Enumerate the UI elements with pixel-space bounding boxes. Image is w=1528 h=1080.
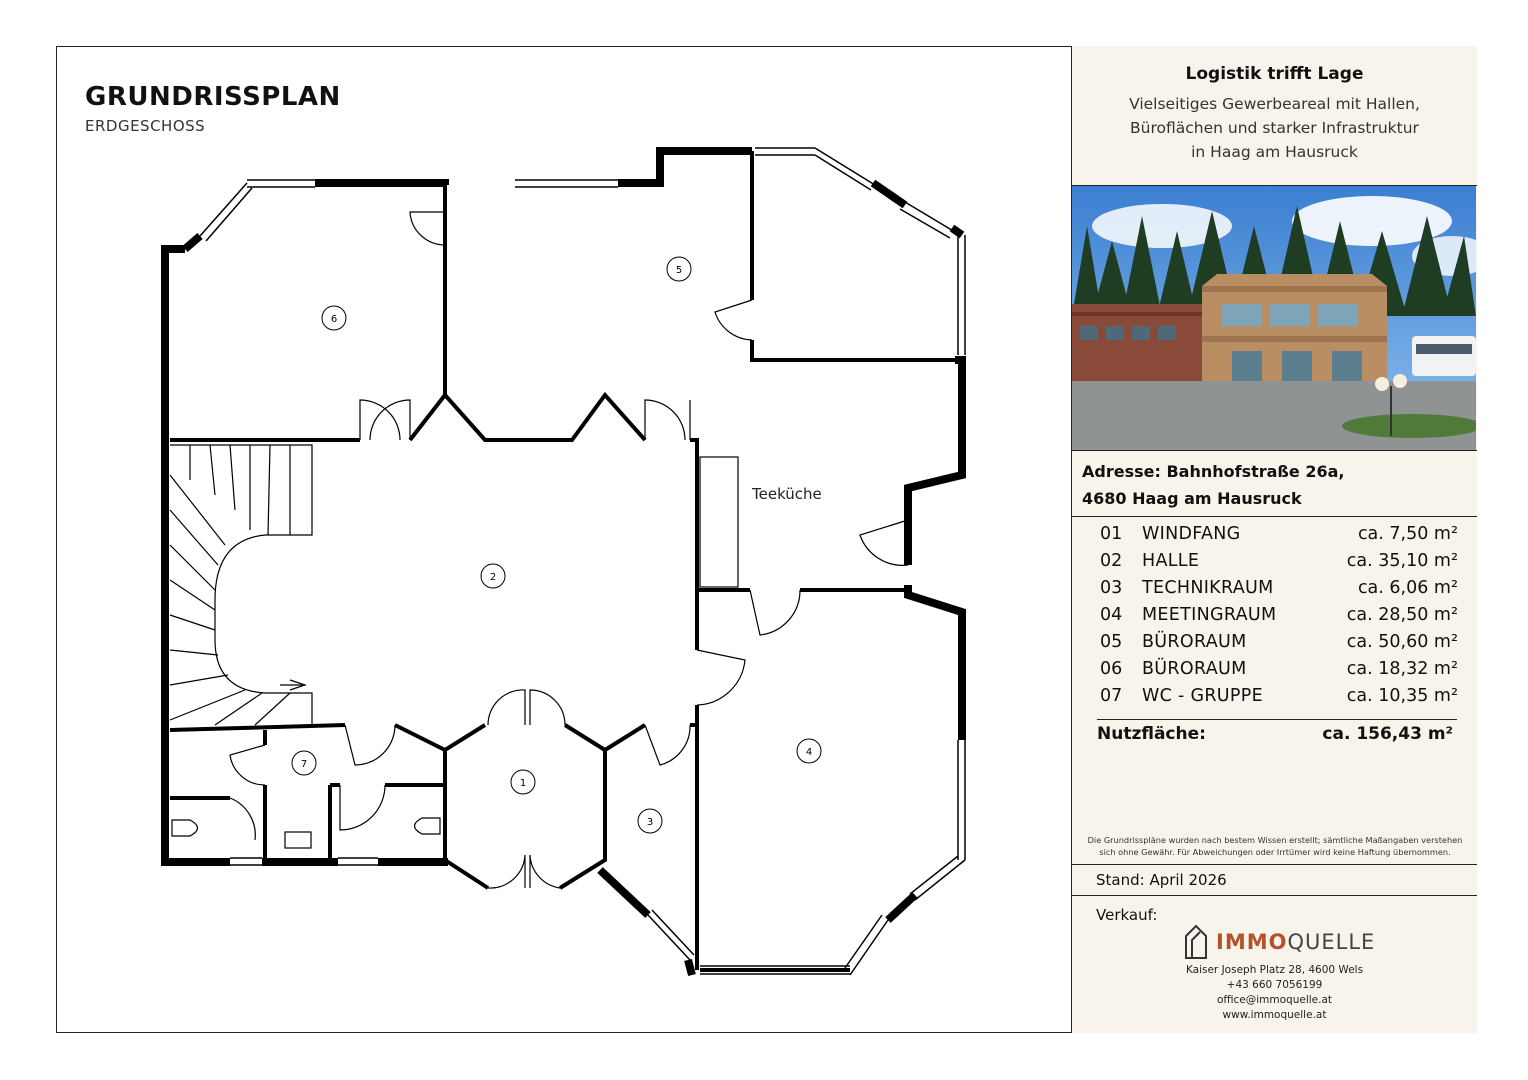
room-name: BÜRORAUM [1142,632,1247,652]
company-logo [1182,922,1376,962]
divider [1072,864,1477,865]
address-line-1: Adresse: Bahnhofstraße 26a, [1082,462,1345,481]
room-marker-6 [322,306,346,330]
room-name: HALLE [1142,551,1200,571]
room-marker-5 [667,257,691,281]
list-item [1100,605,1458,632]
contact-email[interactable]: office@immoquelle.at [1216,994,1333,1006]
date-stamp: Stand: April 2026 [1096,871,1227,889]
room-area: ca. 10,35 m² [1346,686,1458,706]
room-number: 02 [1100,551,1123,571]
outer-walls [165,151,962,975]
brand-rest: QUELLE [1287,930,1376,954]
room-number: 04 [1100,605,1123,625]
list-item [1100,659,1458,686]
address-line-2: 4680 Haag am Hausruck [1082,489,1302,508]
brand-name [1216,930,1375,954]
toilets [172,818,440,848]
contact-phone[interactable]: +43 660 7056199 [1226,979,1323,991]
tagline [1072,92,1477,164]
disclaimer-line: Die Grundrisspläne wurden nach bestem Wissen erstellt; sämtliche Maßangaben verstehen [1087,835,1463,845]
tagline-line: in Haag am Hausruck [1191,143,1358,161]
info-sidebar [1071,46,1477,1033]
contact-website[interactable]: www.immoquelle.at [1222,1009,1327,1021]
divider [1072,516,1477,517]
windows [200,148,965,975]
list-item [1100,551,1458,578]
list-item [1100,632,1458,659]
room-marker-7 [292,751,316,775]
room-number: 06 [1100,659,1123,679]
room-marker-5-label: 5 [675,265,683,276]
room-marker-2 [481,564,505,588]
room-area: ca. 35,10 m² [1346,551,1458,571]
contact-address: Kaiser Joseph Platz 28, 4600 Wels [1185,964,1364,976]
disclaimer-line: sich ohne Gewähr. Für Abweichungen oder Irrtümer wird keine Haftung übernommen. [1099,847,1451,857]
tagline-line: Vielseitiges Gewerbeareal mit Hallen, [1129,95,1420,113]
total-value: ca. 156,43 m² [1322,724,1453,744]
contact-info [1072,963,1477,1023]
divider [1072,450,1477,451]
interior-walls [170,151,955,970]
staircase [170,445,312,725]
room-area: ca. 7,50 m² [1357,524,1458,544]
room-marker-4-label: 4 [805,747,813,758]
disclaimer [1080,834,1470,858]
label-teekueche: Teeküche [752,485,822,503]
room-marker-1 [511,770,535,794]
plan-title: GRUNDRISSPLAN [85,82,341,112]
list-item [1100,524,1458,551]
room-name: BÜRORAUM [1142,659,1247,679]
room-marker-3-label: 3 [646,817,654,828]
room-marker-1-label: 1 [519,778,527,789]
room-name: WC - GRUPPE [1142,686,1263,706]
room-markers [292,257,821,833]
room-name: TECHNIKRAUM [1142,578,1274,598]
room-marker-7-label: 7 [300,759,308,770]
total-label: Nutzfläche: [1097,724,1206,744]
sales-label: Verkauf: [1096,906,1158,924]
room-number: 05 [1100,632,1123,652]
kitchen-counter [700,457,738,587]
plan-subtitle: ERDGESCHOSS [85,117,206,135]
total-divider [1097,719,1457,720]
room-number: 03 [1100,578,1123,598]
list-item [1100,578,1458,605]
divider [1072,895,1477,896]
room-marker-2-label: 2 [489,572,497,583]
headline: Logistik trifft Lage [1185,64,1364,84]
room-area: ca. 18,32 m² [1346,659,1458,679]
room-area: ca. 28,50 m² [1346,605,1458,625]
tagline-line: Büroflächen und starker Infrastruktur [1130,119,1419,137]
address [1082,458,1345,512]
room-area: ca. 6,06 m² [1357,578,1458,598]
room-number: 01 [1100,524,1123,544]
room-marker-4 [797,739,821,763]
room-marker-3 [638,809,662,833]
room-number: 07 [1100,686,1123,706]
room-name: MEETINGRAUM [1142,605,1277,625]
house-outline-icon [1182,924,1210,960]
list-item [1100,686,1458,713]
brand-accent: IMMO [1216,930,1288,954]
room-marker-6-label: 6 [330,314,338,325]
room-name: WINDFANG [1142,524,1241,544]
property-photo [1072,186,1476,450]
room-area: ca. 50,60 m² [1346,632,1458,652]
